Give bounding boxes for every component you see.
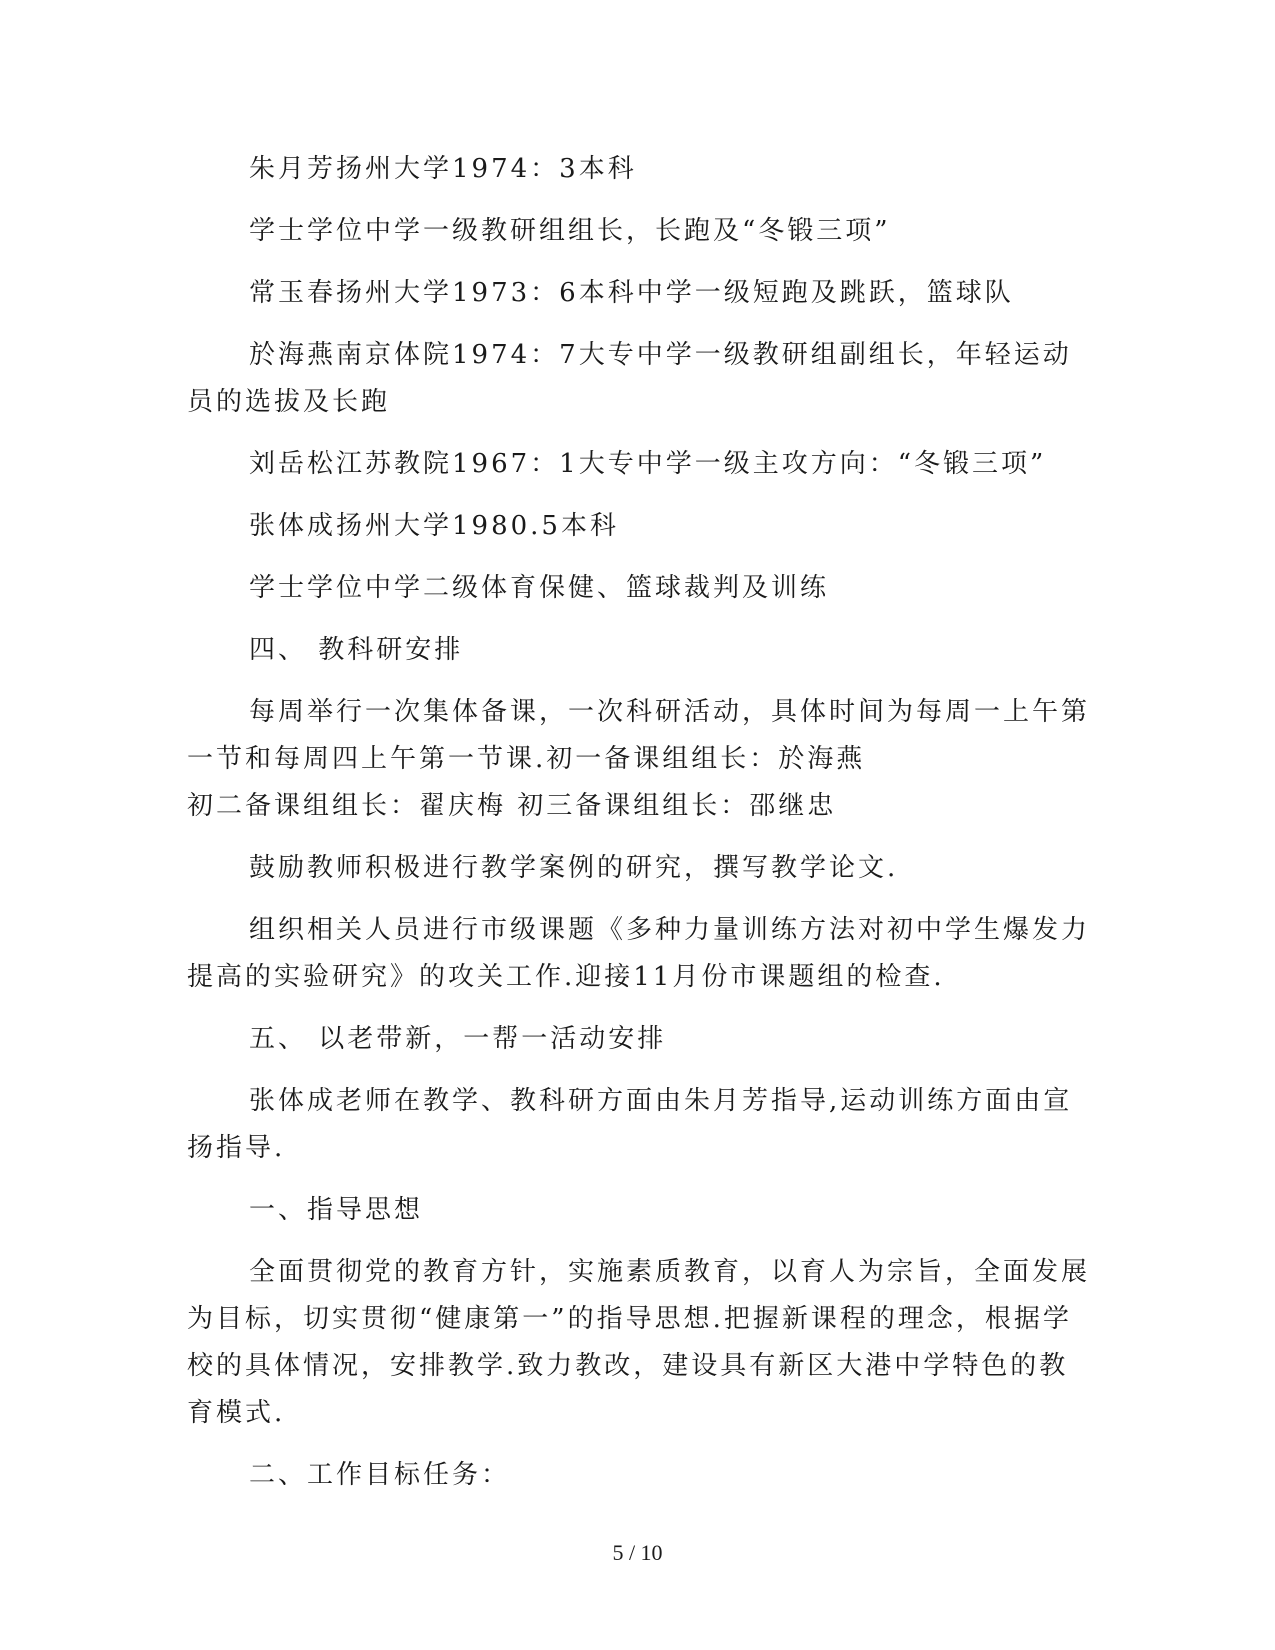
guiding-ideology-paragraph: 全面贯彻党的教育方针，实施素质教育，以育人为宗旨，全面发展为目标，切实贯彻“健康第一”的指导思想.把握新课程的理念，根据学校的具体情况，安排教学.致力教改，建设具有新区大港中学特色的教育模式. bbox=[187, 1257, 1091, 1428]
document-body bbox=[187, 146, 1092, 1514]
staff-entry-yu-haiyan: 於海燕南京体院1974：7大专中学一级教研组副组长，年轻运动员的选拔及长跑 bbox=[187, 340, 1072, 417]
staff-entry-zhu-yuefang: 朱月芳扬州大学1974：3本科 bbox=[249, 154, 637, 184]
page-number: 5 / 10 bbox=[612, 1540, 663, 1565]
section-heading-mentoring: 五、 以老带新，一帮一活动安排 bbox=[249, 1024, 667, 1054]
mentoring-paragraph: 张体成老师在教学、教科研方面由朱月芳指导,运动训练方面由宣扬指导. bbox=[187, 1086, 1073, 1163]
staff-entry-liu-yuesong: 刘岳松江苏教院1967：1大专中学一级主攻方向：“冬锻三项” bbox=[249, 449, 1047, 479]
staff-entry-zhu-yuefang-degree: 学士学位中学一级教研组组长，长跑及“冬锻三项” bbox=[249, 216, 891, 246]
staff-entry-zhang-ticheng: 张体成扬州大学1980.5本科 bbox=[249, 511, 619, 541]
research-schedule-paragraph: 每周举行一次集体备课，一次科研活动，具体时间为每周一上午第一节和每周四上午第一节课.初一备课组组长：於海燕 bbox=[187, 697, 1091, 774]
section-heading-research: 四、 教科研安排 bbox=[249, 635, 464, 665]
research-encouragement-paragraph: 鼓励教师积极进行教学案例的研究，撰写教学论文. bbox=[249, 853, 899, 883]
section-heading-work-goals: 二、工作目标任务： bbox=[249, 1460, 511, 1490]
section-heading-guiding-ideology: 一、指导思想 bbox=[249, 1195, 424, 1225]
staff-entry-zhang-ticheng-degree: 学士学位中学二级体育保健、篮球裁判及训练 bbox=[249, 573, 830, 603]
lesson-group-leaders: 初二备课组组长：翟庆梅 初三备课组组长：邵继忠 bbox=[187, 791, 837, 821]
research-project-paragraph: 组织相关人员进行市级课题《多种力量训练方法对初中学生爆发力提高的实验研究》的攻关工作.迎接11月份市课题组的检查. bbox=[187, 915, 1091, 992]
staff-entry-chang-yuchun: 常玉春扬州大学1973：6本科中学一级短跑及跳跃，篮球队 bbox=[249, 278, 1014, 308]
